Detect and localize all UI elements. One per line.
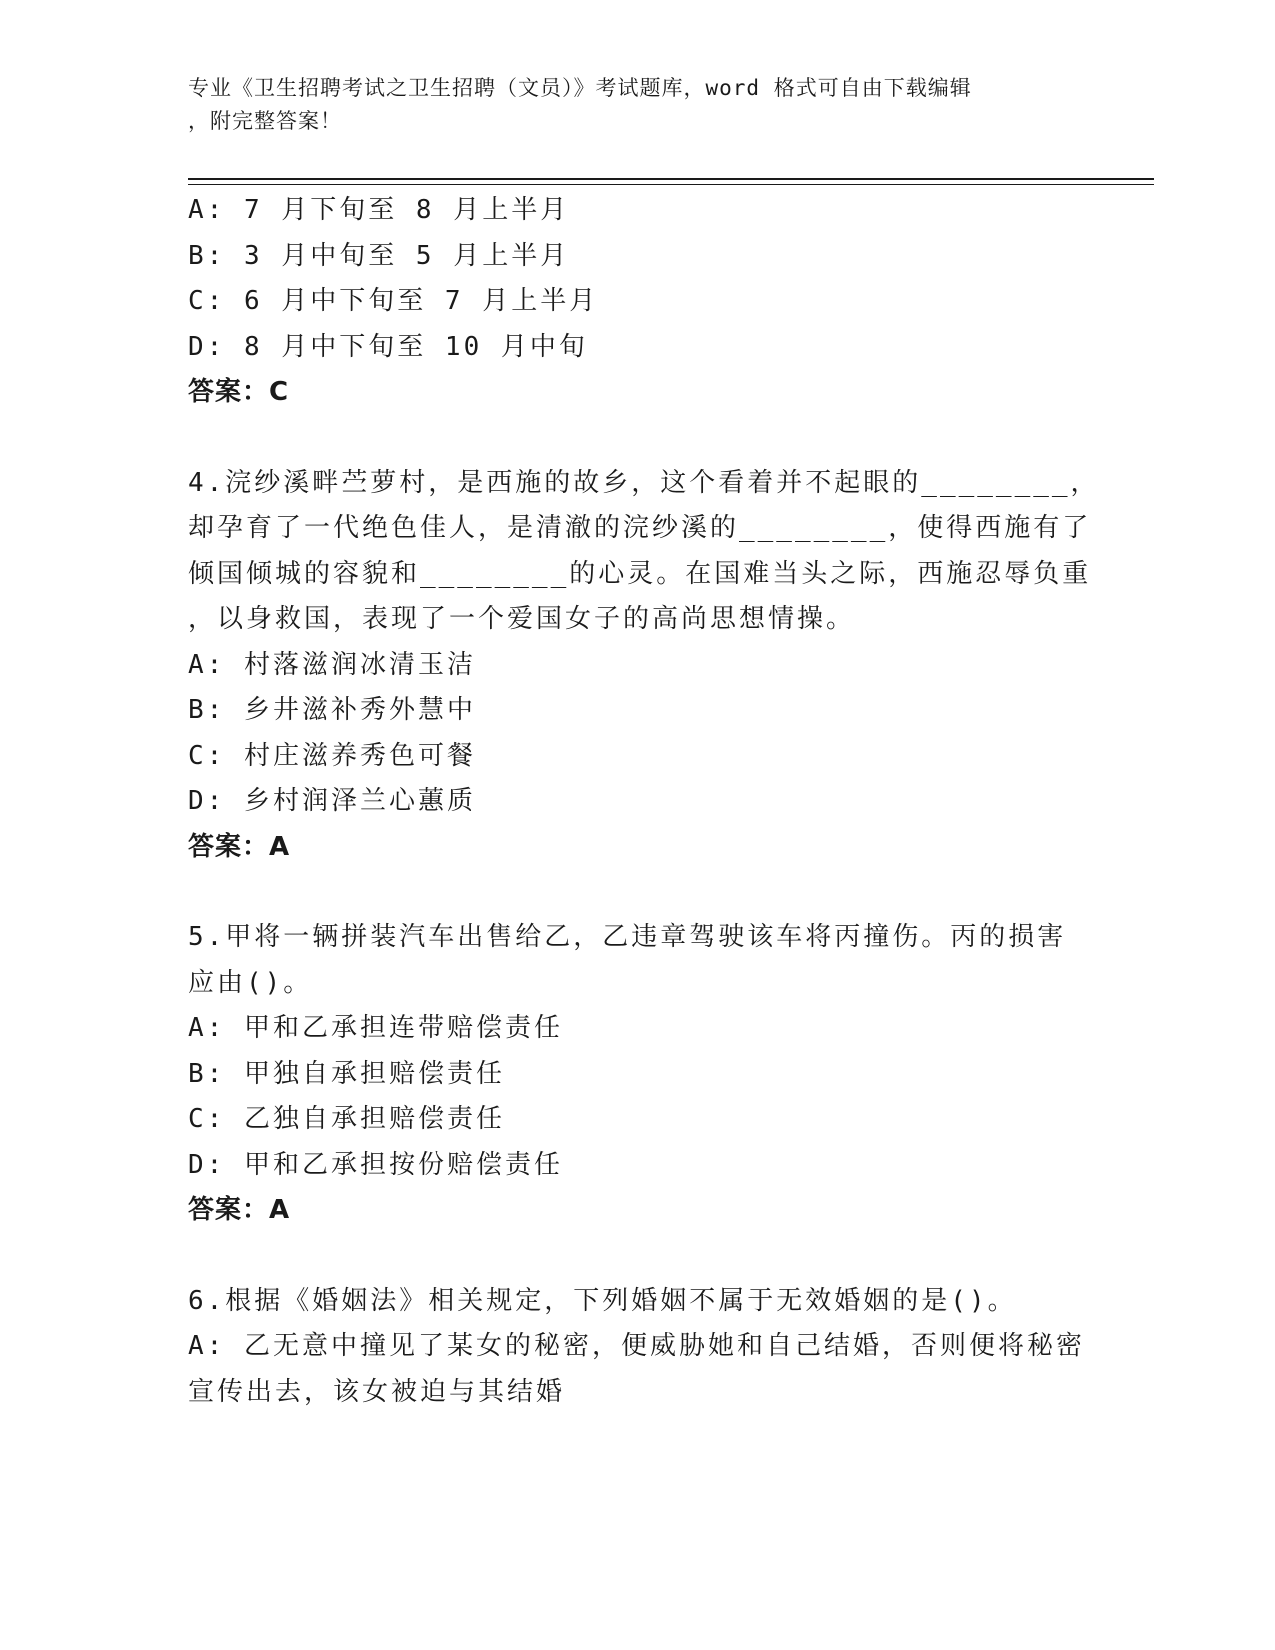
option-c: C: 乙独自承担赔偿责任: [188, 1104, 505, 1134]
option-a: A: 乙无意中撞见了某女的秘密，便威胁她和自己结婚，否则便将秘密: [188, 1331, 1085, 1361]
question-stem: 4.浣纱溪畔苎萝村，是西施的故乡，这个看着并不起眼的________，: [188, 467, 1100, 498]
header-divider-thin: [188, 184, 1154, 185]
spacer: [188, 870, 1088, 915]
option-a: A: 甲和乙承担连带赔偿责任: [188, 1013, 563, 1043]
question-stem: 应由()。: [188, 967, 313, 998]
spacer: [188, 416, 1088, 461]
document-header: [188, 72, 1068, 138]
question-stem: 倾国倾城的容貌和________的心灵。在国难当头之际，西施忍辱负重: [188, 558, 1092, 589]
question-6: [188, 1279, 1088, 1416]
header-divider-thick: [188, 178, 1154, 180]
header-line-1: 专业《卫生招聘考试之卫生招聘（文员）》考试题库，word 格式可自由下载编辑: [188, 76, 972, 100]
answer: 答案：A: [188, 1195, 291, 1225]
question-stem: ，以身救国，表现了一个爱国女子的高尚思想情操。: [188, 604, 856, 634]
option-d: D: 乡村润泽兰心蕙质: [188, 786, 476, 816]
question-stem: 6.根据《婚姻法》相关规定，下列婚姻不属于无效婚姻的是()。: [188, 1285, 1017, 1316]
option-b: B: 甲独自承担赔偿责任: [188, 1058, 505, 1089]
header-line-2: ，附完整答案！: [188, 109, 342, 133]
option-b: B: 3 月中旬至 5 月上半月: [188, 240, 570, 271]
spacer: [188, 1234, 1088, 1279]
option-a: A: 7 月下旬至 8 月上半月: [188, 195, 570, 225]
question-3: [188, 188, 1088, 416]
option-d: D: 8 月中下旬至 10 月中旬: [188, 331, 588, 362]
option-d: D: 甲和乙承担按份赔偿责任: [188, 1149, 563, 1180]
question-4: [188, 461, 1100, 871]
question-stem: 5.甲将一辆拼装汽车出售给乙，乙违章驾驶该车将丙撞伤。丙的损害: [188, 922, 1067, 952]
option-c: C: 村庄滋养秀色可餐: [188, 740, 476, 771]
option-a-continued: 宣传出去，该女被迫与其结婚: [188, 1376, 566, 1407]
answer: 答案：C: [188, 377, 290, 407]
question-5: [188, 915, 1088, 1234]
option-b: B: 乡井滋补秀外慧中: [188, 695, 476, 725]
question-stem: 却孕育了一代绝色佳人，是清澈的浣纱溪的________，使得西施有了: [188, 513, 1092, 543]
option-c: C: 6 月中下旬至 7 月上半月: [188, 286, 599, 316]
answer: 答案：A: [188, 831, 291, 862]
option-a: A: 村落滋润冰清玉洁: [188, 649, 476, 680]
question-list: [188, 188, 1100, 1415]
